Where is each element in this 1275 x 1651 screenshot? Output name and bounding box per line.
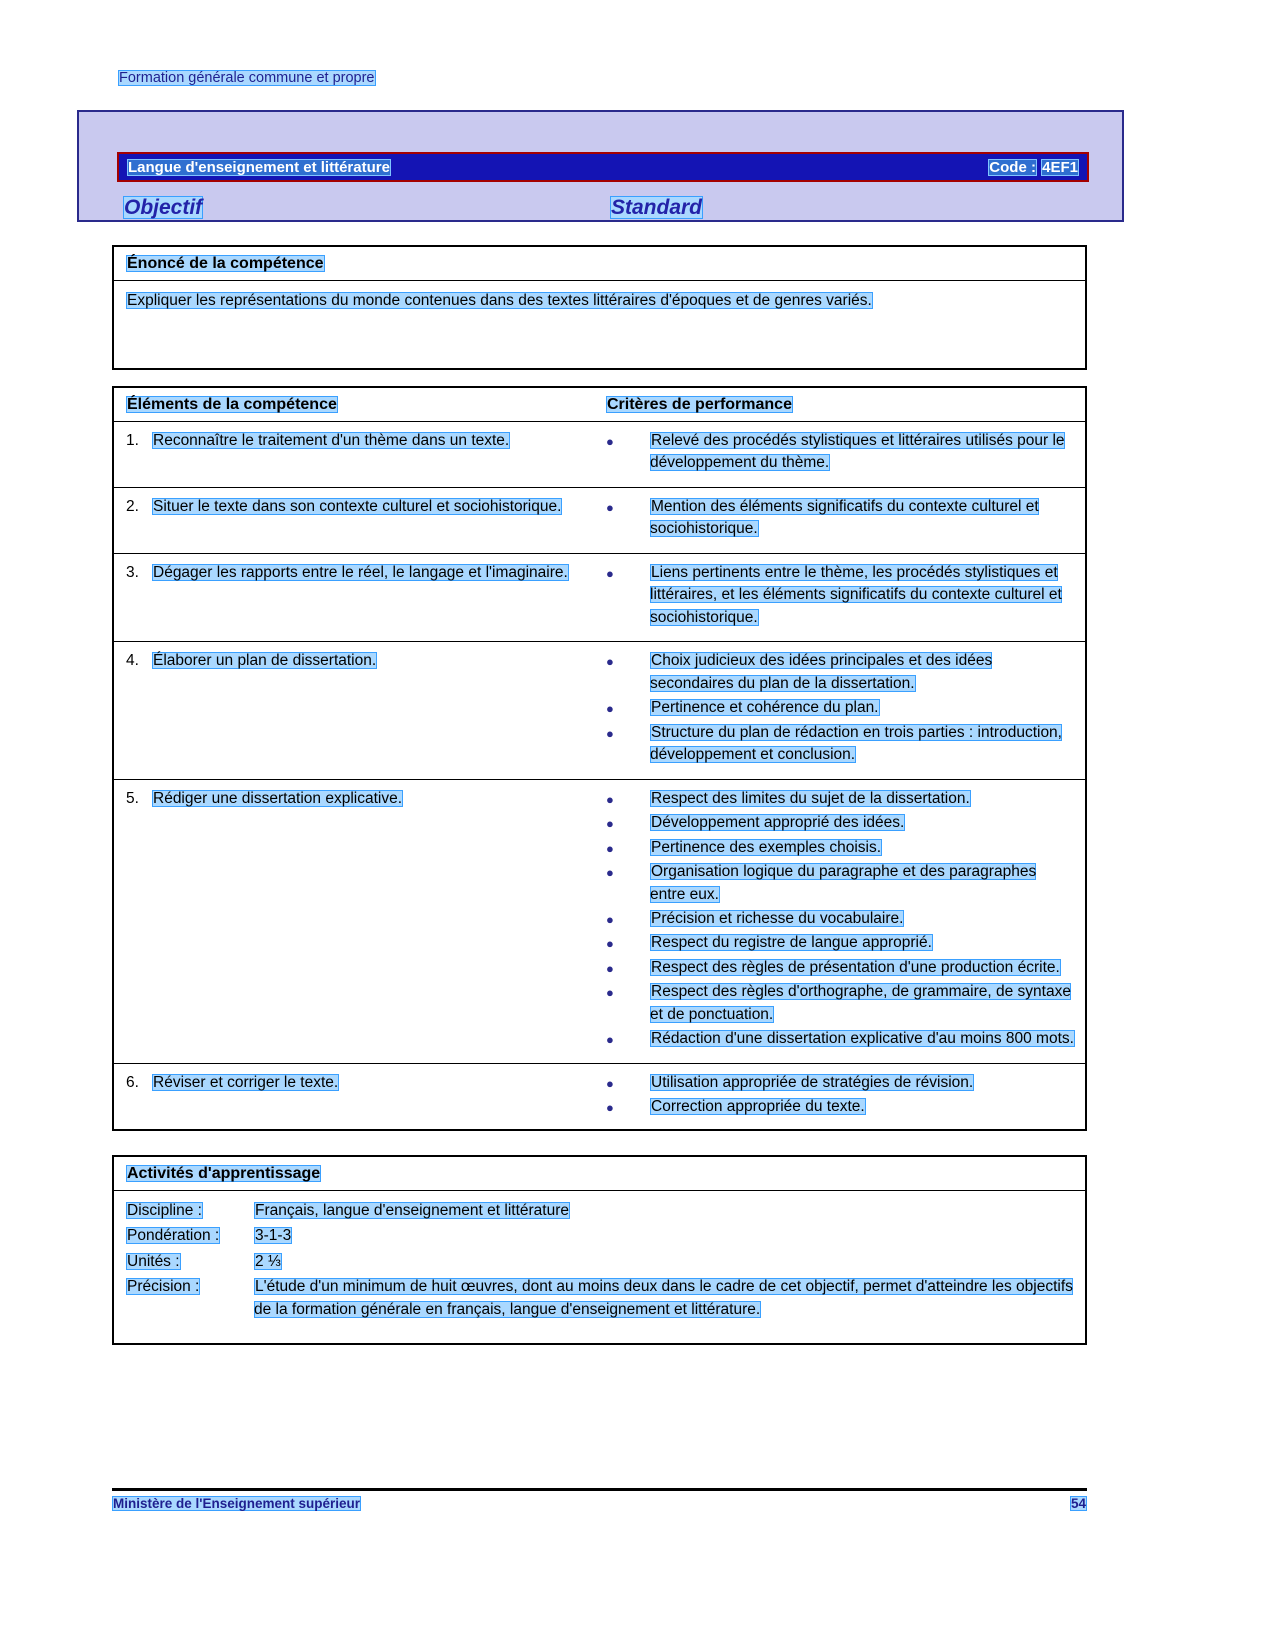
activite-label-wrap: [126, 1224, 254, 1247]
bullet-icon: ●: [606, 911, 614, 927]
criteres-cell: [606, 780, 1085, 1063]
course-title: [127, 159, 391, 176]
critere-item: [606, 812, 1075, 834]
element-number: 4.: [126, 652, 139, 670]
critere-text-wrap: [650, 812, 1075, 834]
enonce-text: Expliquer les représentations du monde contenues dans des textes littéraires d'époques et de genres variés.: [127, 292, 872, 309]
critere-item: [606, 788, 1075, 810]
element-text: Dégager les rapports entre le réel, le langage et l'imaginaire.: [153, 563, 568, 581]
activite-label: Précision :: [127, 1277, 200, 1295]
critere-item: [606, 1096, 1075, 1118]
critere-text: Respect du registre de langue approprié.: [651, 934, 932, 952]
activite-label-wrap: [126, 1199, 254, 1222]
course-code-bar: [117, 152, 1089, 182]
activite-line: [126, 1224, 1073, 1247]
enonce-title: Énoncé de la compétence: [127, 255, 324, 272]
critere-text-wrap: [650, 562, 1075, 629]
critere-text: Rédaction d'une dissertation explicative d'au moins 800 mots.: [651, 1030, 1074, 1048]
criteres-cell: [606, 422, 1085, 487]
critere-item: [606, 562, 1075, 629]
activite-value: L'étude d'un minimum de huit œuvres, dont au moins deux dans le cadre de cet objectif, permet d'atteindre les objectifs de la formation générale en français, langue d'enseignement et littérature.: [254, 1277, 1073, 1318]
activite-value-wrap: [254, 1199, 1073, 1222]
critere-text: Précision et richesse du vocabulaire.: [651, 909, 904, 927]
bullet-icon: ●: [606, 865, 614, 881]
col-header-criteres-text: Critères de performance: [607, 396, 792, 413]
footer-rule: [112, 1488, 1087, 1491]
title-band: [77, 110, 1124, 222]
element-number: 5.: [126, 789, 139, 807]
course-code: [988, 159, 1079, 176]
bullet-icon: ●: [606, 1100, 614, 1116]
critere-item: [606, 650, 1075, 695]
activite-line: [126, 1199, 1073, 1222]
critere-text-wrap: [650, 650, 1075, 695]
critere-text-wrap: [650, 1096, 1075, 1118]
critere-item: [606, 957, 1075, 979]
element-number: 3.: [126, 563, 139, 581]
criteres-cell: [606, 488, 1085, 553]
table-row: [114, 554, 1085, 642]
critere-text: Structure du plan de rédaction en trois parties : introduction, développement et conclusion.: [650, 723, 1062, 764]
critere-text-wrap: [650, 1072, 1075, 1094]
element-cell: [114, 780, 606, 1063]
critere-text-wrap: [650, 496, 1075, 541]
element-text-wrap: [152, 650, 377, 768]
element-text-wrap: [152, 430, 510, 477]
bullet-icon: ●: [606, 434, 614, 449]
critere-text: Utilisation appropriée de stratégies de révision.: [651, 1073, 974, 1091]
criteres-cell: [606, 642, 1085, 778]
critere-text-wrap: [650, 837, 1075, 859]
activite-value: 3-1-3: [255, 1227, 292, 1245]
activite-label-wrap: [126, 1250, 254, 1273]
header-note-text: Formation générale commune et propre: [119, 70, 375, 86]
bullet-icon: ●: [606, 1075, 614, 1091]
critere-text: Liens pertinents entre le thème, les procédés stylistiques et littéraires, et les éléments significatifs du contexte culturel et sociohistorique.: [650, 563, 1062, 626]
critere-item: [606, 908, 1075, 930]
element-text: Reconnaître le traitement d'un thème dans un texte.: [153, 432, 510, 449]
critere-item: [606, 837, 1075, 859]
critere-item: [606, 861, 1075, 906]
critere-item: [606, 1072, 1075, 1094]
critere-text-wrap: [650, 932, 1075, 954]
col-header-elements: [114, 388, 606, 421]
activite-line: [126, 1275, 1073, 1322]
critere-text-wrap: [650, 430, 1075, 475]
course-title-text: Langue d'enseignement et littérature: [128, 159, 390, 176]
course-code-value: 4EF1: [1042, 159, 1078, 176]
competence-rows: [114, 422, 1085, 1131]
table-row: [114, 422, 1085, 488]
competence-table: [112, 386, 1087, 1131]
objectif-label: Objectif: [124, 196, 203, 219]
element-cell: [114, 554, 606, 641]
element-text: Situer le texte dans son contexte culturel et sociohistorique.: [153, 497, 562, 515]
activite-value-wrap: [254, 1250, 1073, 1273]
table-row: [114, 488, 1085, 554]
critere-text: Respect des règles de présentation d'une production écrite.: [651, 958, 1060, 976]
bullet-icon: ●: [606, 701, 614, 717]
element-text-wrap: [152, 562, 569, 631]
standard-label-wrap: [610, 196, 703, 220]
critere-text-wrap: [650, 1028, 1075, 1050]
bullet-icon: ●: [606, 565, 614, 581]
element-number: 1.: [126, 432, 139, 449]
critere-text: Respect des limites du sujet de la dissertation.: [651, 789, 970, 807]
bullet-icon: ●: [606, 985, 614, 1001]
competence-table-header: [114, 388, 1085, 422]
element-number: 6.: [126, 1073, 139, 1091]
critere-item: [606, 1028, 1075, 1050]
footer-page-number-wrap: [1070, 1496, 1087, 1511]
critere-text: Développement approprié des idées.: [651, 814, 905, 832]
col-header-elements-text: Éléments de la compétence: [127, 396, 337, 413]
element-text-wrap: [152, 788, 403, 1053]
element-cell: [114, 1064, 606, 1131]
footer-ministry: Ministère de l'Enseignement supérieur: [113, 1496, 361, 1511]
element-text: Élaborer un plan de dissertation.: [153, 652, 377, 670]
critere-text-wrap: [650, 697, 1075, 719]
activite-label: Discipline :: [127, 1202, 202, 1219]
element-text: Rédiger une dissertation explicative.: [153, 789, 402, 807]
critere-item: [606, 496, 1075, 541]
criteres-cell: [606, 1064, 1085, 1131]
bullet-icon: ●: [606, 816, 614, 832]
bullet-icon: ●: [606, 791, 614, 807]
element-number: 2.: [126, 497, 139, 515]
critere-text: Pertinence des exemples choisis.: [651, 838, 882, 856]
enonce-header: [114, 247, 1085, 281]
bullet-icon: ●: [606, 1032, 614, 1048]
bullet-icon: ●: [606, 499, 614, 515]
table-row: [114, 780, 1085, 1064]
critere-text: Choix judicieux des idées principales et des idées secondaires du plan de la dissertation.: [650, 652, 993, 692]
activite-label: Pondération :: [127, 1227, 220, 1245]
critere-item: [606, 981, 1075, 1026]
activite-value: Français, langue d'enseignement et littérature: [255, 1202, 570, 1219]
standard-label: Standard: [611, 196, 703, 219]
critere-text: Respect des règles d'orthographe, de grammaire, de syntaxe et de ponctuation.: [650, 983, 1071, 1023]
col-header-criteres: [606, 388, 1085, 421]
criteres-cell: [606, 554, 1085, 641]
activite-line: [126, 1250, 1073, 1273]
page-footer: [112, 1496, 1087, 1511]
critere-text: Relevé des procédés stylistiques et littéraires utilisés pour le développement du thème.: [650, 432, 1065, 472]
activites-box: [112, 1155, 1087, 1345]
bullet-icon: ●: [606, 840, 614, 856]
bullet-icon: ●: [606, 936, 614, 952]
critere-text-wrap: [650, 788, 1075, 810]
critere-text-wrap: [650, 722, 1075, 767]
element-cell: [114, 422, 606, 487]
element-cell: [114, 488, 606, 553]
table-row: [114, 642, 1085, 779]
table-row: [114, 1064, 1085, 1131]
activite-label-wrap: [126, 1275, 254, 1322]
activite-value-wrap: [254, 1275, 1073, 1322]
critere-text: Mention des éléments significatifs du contexte culturel et sociohistorique.: [650, 497, 1039, 538]
activite-label: Unités :: [127, 1252, 180, 1270]
footer-page-number: 54: [1070, 1496, 1086, 1511]
activites-body: [114, 1191, 1085, 1333]
enonce-body: [114, 281, 1085, 323]
critere-text: Organisation logique du paragraphe et des paragraphes entre eux.: [650, 863, 1037, 903]
element-text-wrap: [152, 1072, 339, 1121]
critere-text: Correction appropriée du texte.: [651, 1098, 865, 1116]
bullet-icon: ●: [606, 960, 614, 976]
activites-header: [114, 1157, 1085, 1191]
critere-item: [606, 932, 1075, 954]
critere-item: [606, 430, 1075, 475]
critere-item: [606, 722, 1075, 767]
enonce-box: [112, 245, 1087, 370]
activite-value: 2 ⅓: [255, 1252, 281, 1270]
activite-value-wrap: [254, 1224, 1073, 1247]
element-text: Réviser et corriger le texte.: [153, 1073, 339, 1091]
critere-text-wrap: [650, 957, 1075, 979]
element-cell: [114, 642, 606, 778]
bullet-icon: ●: [606, 654, 614, 670]
header-note: [118, 70, 376, 86]
critere-text-wrap: [650, 908, 1075, 930]
course-code-label: Code :: [989, 159, 1036, 176]
objectif-standard-row: [123, 196, 1083, 220]
critere-text: Pertinence et cohérence du plan.: [651, 699, 879, 717]
critere-text-wrap: [650, 861, 1075, 906]
bullet-icon: ●: [606, 725, 614, 741]
critere-item: [606, 697, 1075, 719]
activites-title: Activités d'apprentissage: [127, 1165, 321, 1182]
element-text-wrap: [152, 496, 562, 543]
critere-text-wrap: [650, 981, 1075, 1026]
